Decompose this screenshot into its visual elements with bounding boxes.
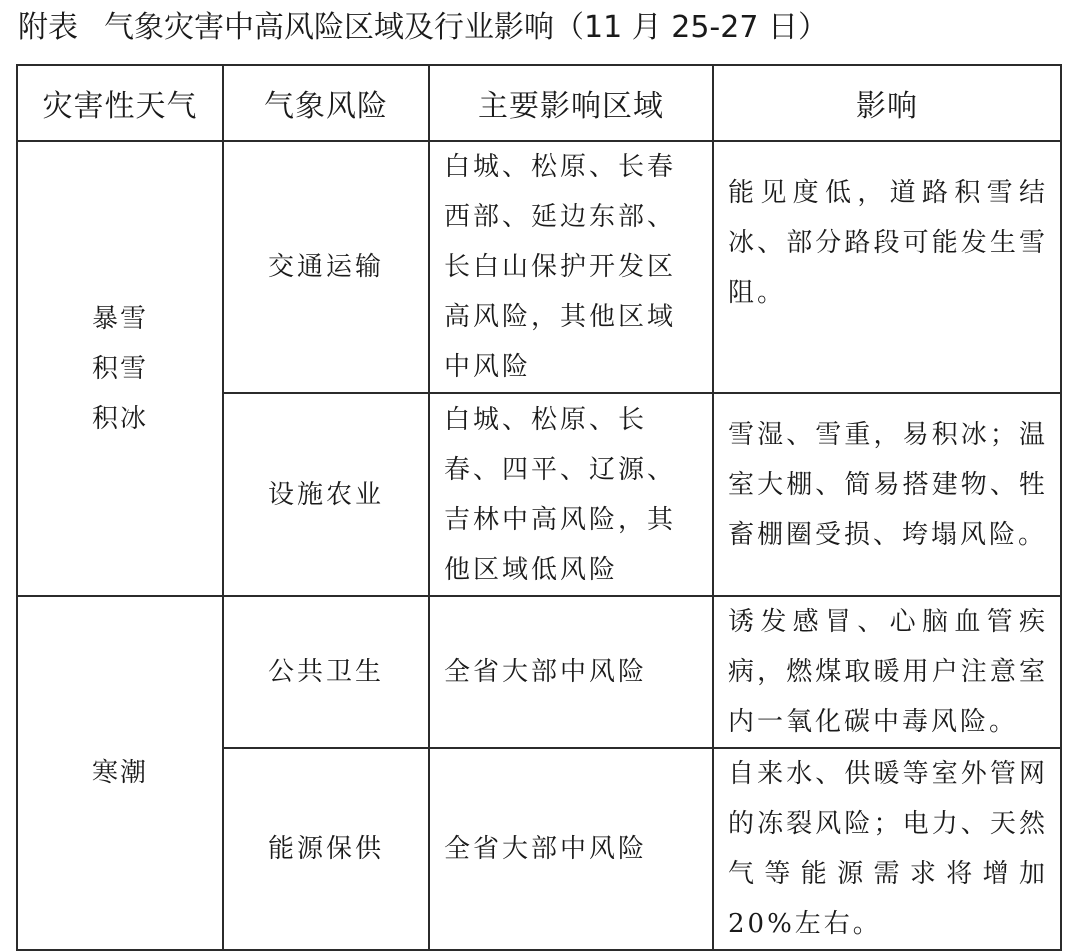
region-cell: 白城、松原、长春西部、延边东部、长白山保护开发区高风险，其他区域中风险	[429, 141, 713, 393]
risk-cell: 设施农业	[223, 393, 429, 596]
title-label: 附表	[18, 10, 78, 45]
impact-cell: 自来水、供暖等室外管网的冻裂风险；电力、天然气等能源需求将增加 20%左右。	[713, 748, 1061, 950]
weather-cell-snow	[17, 141, 223, 596]
table-row	[17, 141, 1061, 393]
region-cell: 白城、松原、长春、四平、辽源、吉林中高风险，其他区域低风险	[429, 393, 713, 596]
region-cell: 全省大部中风险	[429, 596, 713, 748]
weather-line: 寒潮	[91, 758, 148, 788]
risk-table	[16, 64, 1062, 951]
weather-line: 积雪	[91, 353, 148, 384]
region-cell: 全省大部中风险	[429, 748, 713, 950]
table-row	[17, 596, 1061, 748]
risk-cell: 公共卫生	[223, 596, 429, 748]
title-text: 气象灾害中高风险区域及行业影响（11 月 25-27 日）	[104, 10, 828, 45]
impact-cell: 诱发感冒、心脑血管疾病，燃煤取暖用户注意室内一氧化碳中毒风险。	[713, 596, 1061, 748]
risk-cell: 能源保供	[223, 748, 429, 950]
header-impact: 影响	[713, 65, 1061, 141]
header-row	[17, 65, 1061, 141]
header-risk: 气象风险	[223, 65, 429, 141]
header-weather: 灾害性天气	[17, 65, 223, 141]
weather-cell-cold	[17, 596, 223, 950]
risk-cell: 交通运输	[223, 141, 429, 393]
weather-line: 积冰	[91, 403, 148, 434]
impact-cell: 雪湿、雪重，易积冰；温室大棚、简易搭建物、牲畜棚圈受损、垮塌风险。	[713, 393, 1061, 596]
impact-cell: 能见度低，道路积雪结冰、部分路段可能发生雪阻。	[713, 141, 1061, 393]
page-title	[18, 6, 828, 50]
weather-line: 暴雪	[91, 303, 148, 334]
header-region: 主要影响区域	[429, 65, 713, 141]
